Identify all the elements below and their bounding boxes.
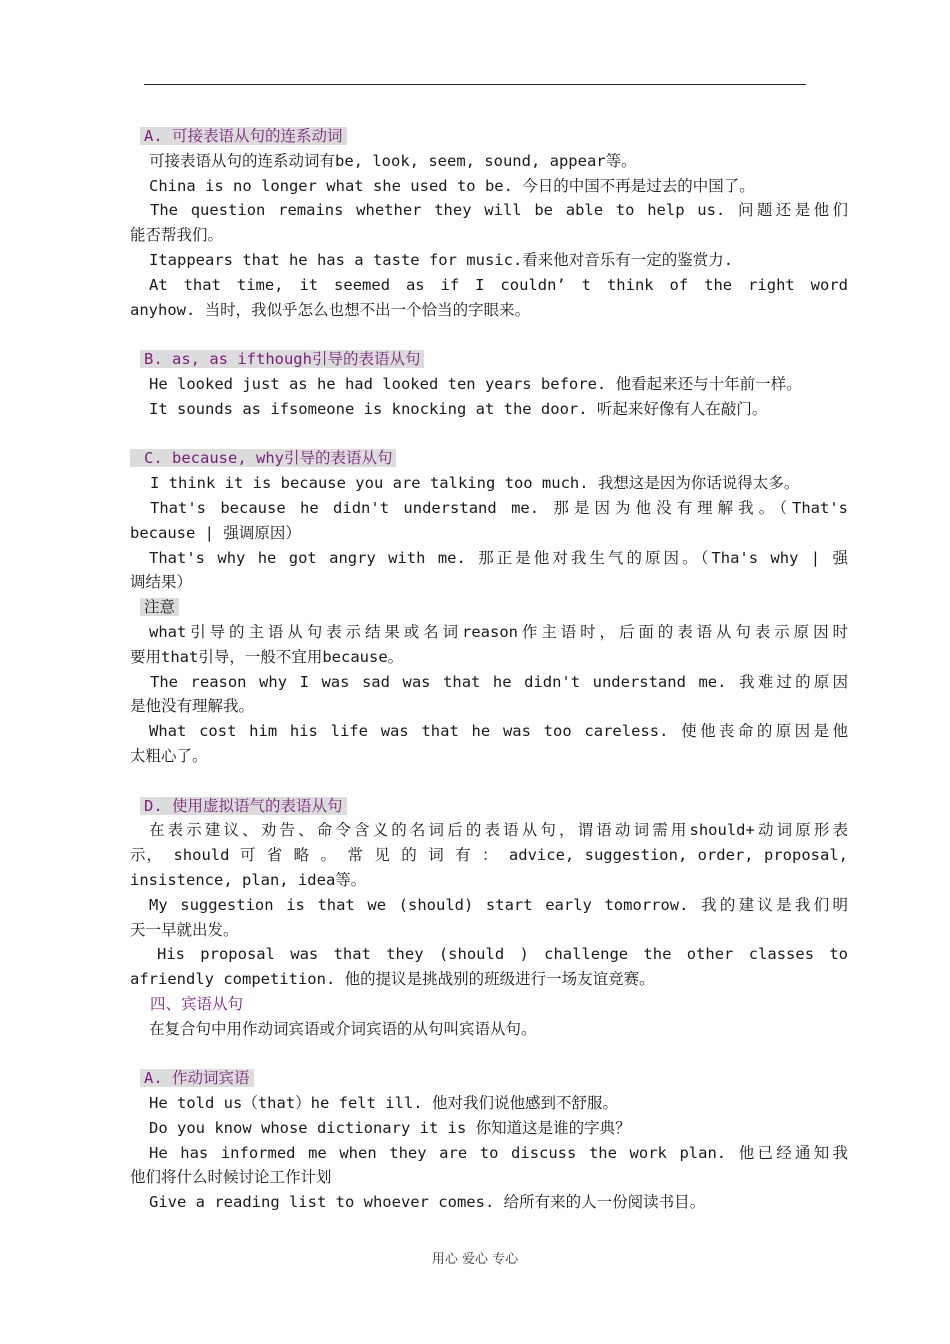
paragraph-line: The question remains whether they will be able to help us. 问题还是他们 (150, 201, 848, 220)
paragraph-line: He has informed me when they are to discuss the work plan. 他已经通知我 (149, 1143, 848, 1162)
paragraph-line: At that time, it seemed as if I couldn’ t think of the right word (149, 275, 848, 294)
paragraph-line: 可接表语从句的连系动词有be, look, seem, sound, appear等。 (149, 151, 637, 170)
section-heading: C. because, why引导的表语从句 (130, 449, 396, 467)
page-footer: 用心 爱心 专心 (431, 1252, 519, 1267)
paragraph-line: 天一早就出发。 (130, 920, 239, 939)
paragraph-line: That's because he didn't understand me. 那是因为他没有理解我。（That's (150, 498, 848, 517)
paragraph-line: Give a reading list to whoever comes. 给所有来的人一份阅读书目。 (149, 1193, 706, 1212)
paragraph-line: My suggestion is that we (should) start early tomorrow. 我的建议是我们明 (149, 895, 848, 914)
section-b-heading-row (130, 347, 848, 372)
document-body (130, 124, 848, 1215)
top-rule (144, 84, 806, 85)
section-heading: D. 使用虚拟语气的表语从句 (140, 797, 347, 815)
paragraph-line: He looked just as he had looked ten years before. 他看起来还与十年前一样。 (149, 374, 802, 393)
paragraph-line: afriendly competition. 他的提议是挑战别的班级进行一场友谊竞赛。 (130, 970, 655, 989)
paragraph-line: 能否帮我们。 (130, 226, 224, 245)
paragraph-line: He told us（that）he felt ill. 他对我们说他感到不舒服。 (149, 1094, 618, 1113)
note-heading: 注意 (140, 598, 179, 616)
paragraph-line: The reason why I was sad was that he didn't understand me. 我难过的原因 (150, 672, 848, 691)
section-heading: B. as, as ifthough引导的表语从句 (140, 350, 424, 368)
paragraph-line: anyhow. 当时，我似乎怎么也想不出一个恰当的字眼来。 (130, 300, 531, 319)
paragraph-line: 示， should 可 省 略 。 常 见 的 词 有 ： advice, suggestion, order, proposal, (130, 846, 848, 865)
paragraph-line: insistence, plan, idea等。 (130, 870, 367, 889)
section-heading: A. 可接表语从句的连系动词 (140, 127, 347, 145)
paragraph-line: It sounds as ifsomeone is knocking at the door. 听起来好像有人在敲门。 (149, 399, 768, 418)
paragraph-line: Itappears that he has a taste for music.看来他对音乐有一定的鉴赏力. (149, 250, 734, 269)
paragraph-line: 他们将什么时候讨论工作计划 (130, 1168, 332, 1187)
paragraph-line: 在表示建议、劝告、命令含义的名词后的表语从句，谓语动词需用should+动词原形表 (149, 821, 848, 840)
section-heading: A. 作动词宾语 (140, 1069, 254, 1087)
paragraph-line: because | 强调原因） (130, 523, 301, 542)
section-c-heading-row (130, 446, 848, 471)
paragraph-line: 要用that引导，一般不宜用because。 (130, 647, 404, 666)
paragraph-line: what引导的主语从句表示结果或名词reason作主语时，后面的表语从句表示原因时 (149, 622, 848, 641)
note-heading-row (130, 595, 848, 620)
section-a-heading-row (130, 124, 848, 149)
paragraph-line: China is no longer what she used to be. 今日的中国不再是过去的中国了。 (149, 176, 755, 195)
paragraph-line: That's why he got angry with me. 那正是他对我生气的原因。（Tha's why | 强 (149, 548, 848, 567)
paragraph-line: What cost him his life was that he was too careless. 使他丧命的原因是他 (149, 722, 848, 741)
section-heading: 四、宾语从句 (150, 994, 244, 1013)
paragraph-line: 调结果） (130, 573, 193, 592)
paragraph-line: 是他没有理解我。 (130, 697, 255, 716)
paragraph-line: 太粗心了。 (130, 746, 208, 765)
paragraph-line: 在复合句中用作动词宾语或介词宾语的从句叫宾语从句。 (149, 1019, 537, 1038)
paragraph-line: I think it is because you are talking too much. 我想这是因为你话说得太多。 (150, 474, 800, 493)
paragraph-line: Do you know whose dictionary it is 你知道这是谁的字典？ (149, 1118, 631, 1137)
section-e-heading-row (130, 1066, 848, 1091)
section-d-heading-row (130, 794, 848, 819)
paragraph-line: His proposal was that they (should ) challenge the other classes to (157, 945, 848, 964)
